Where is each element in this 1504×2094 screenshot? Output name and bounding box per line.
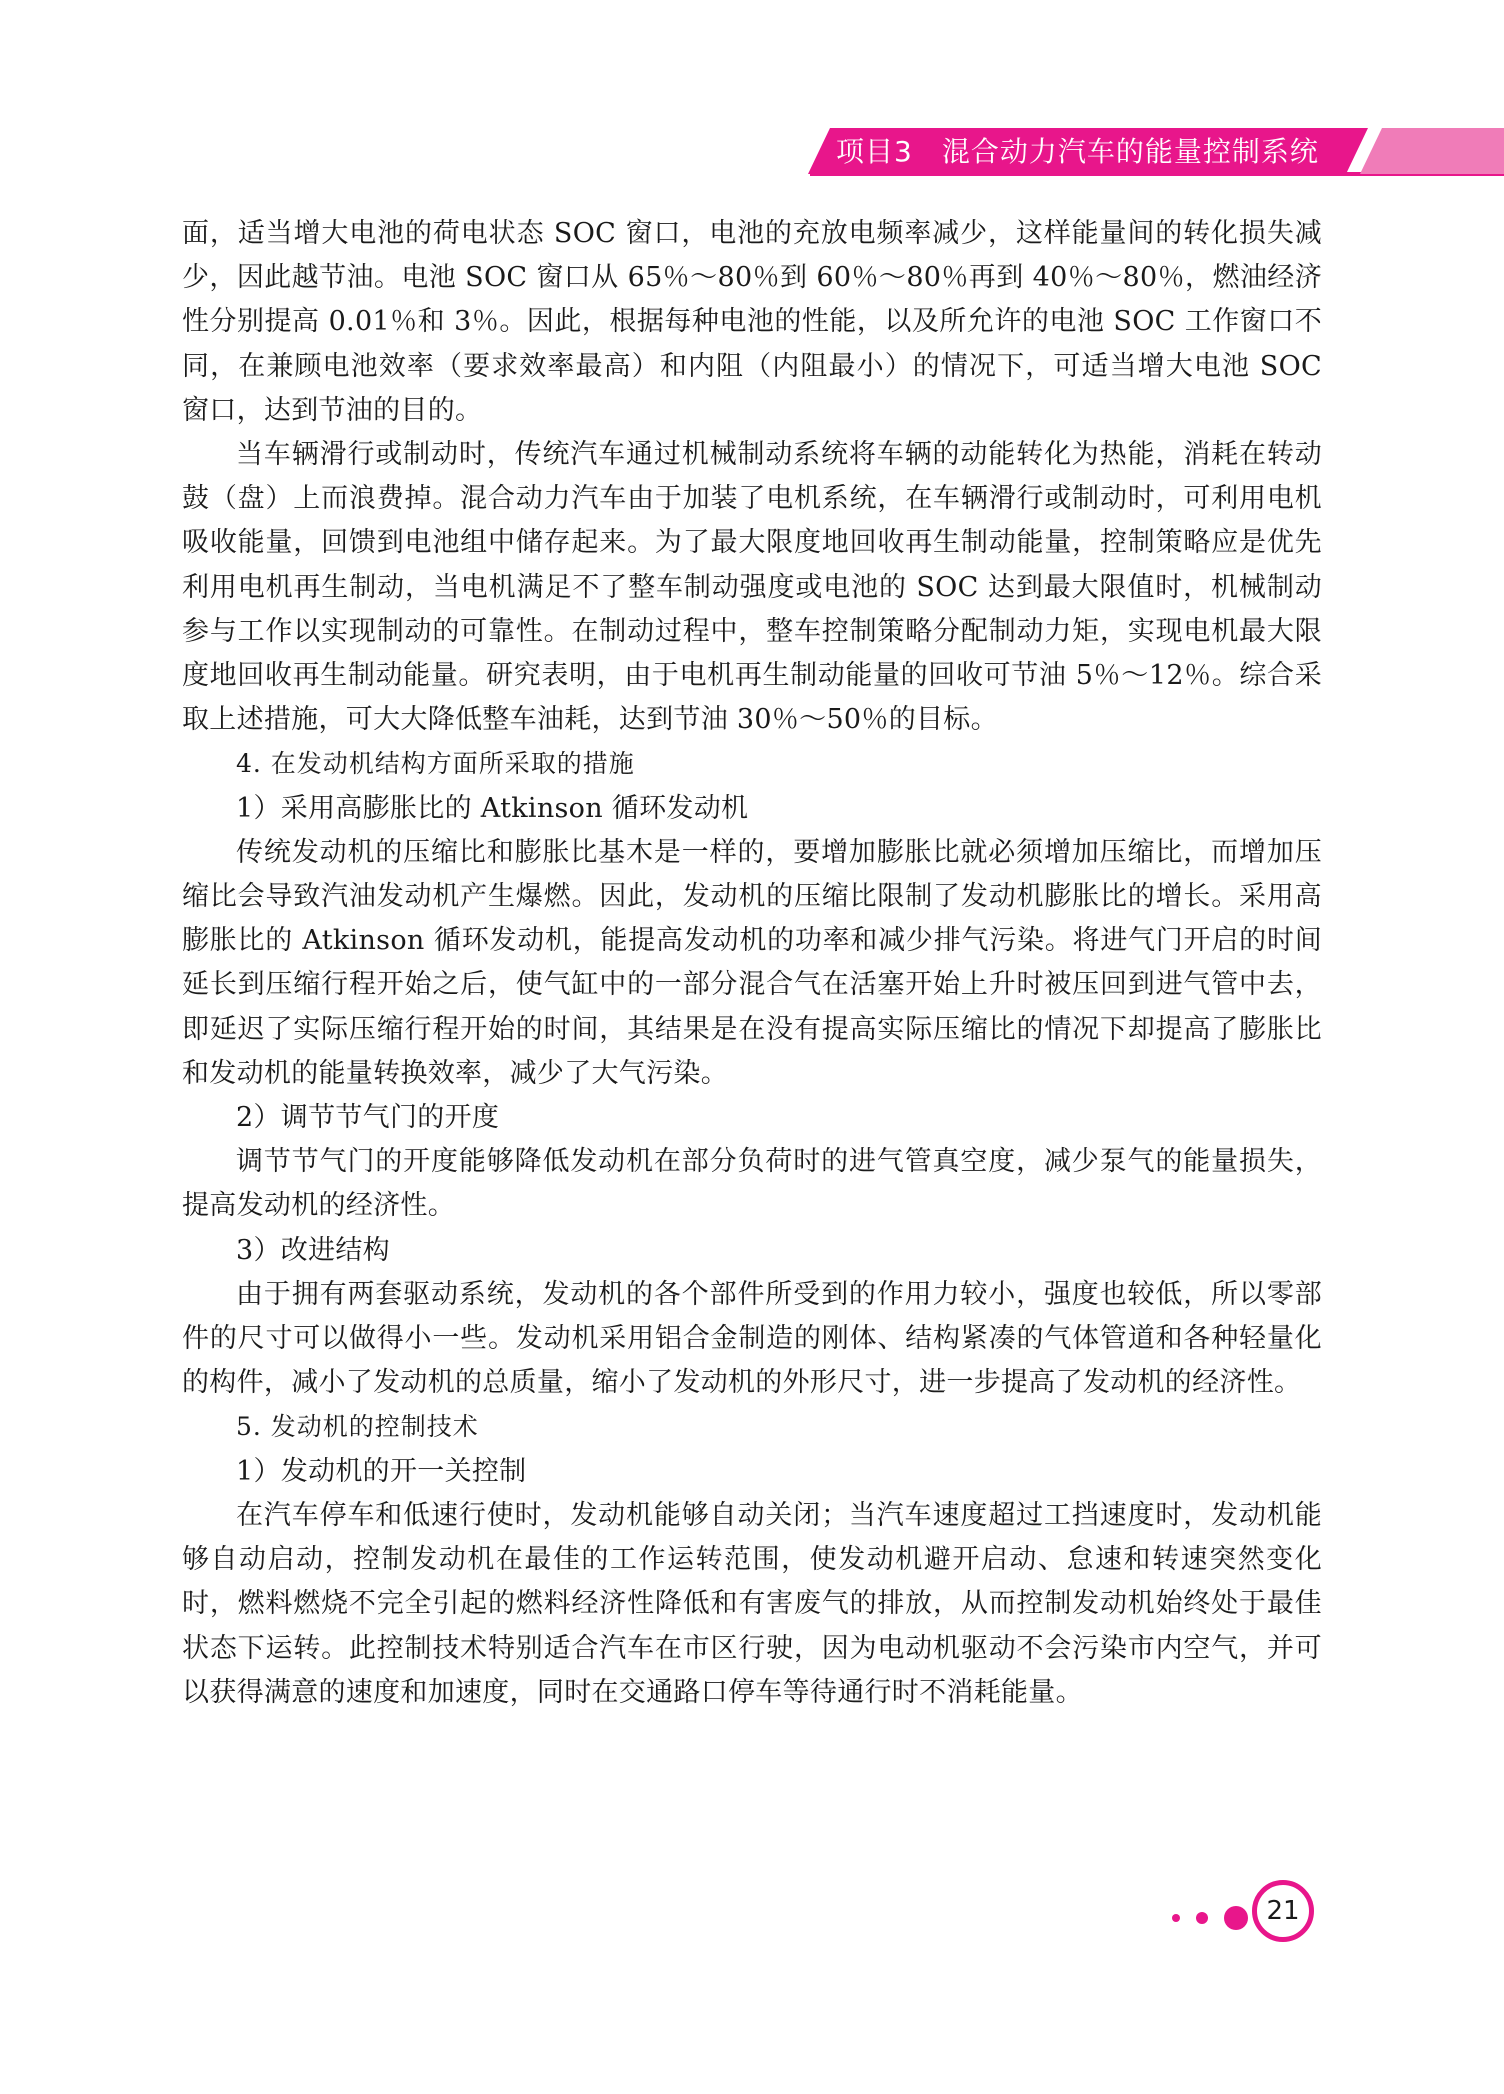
page-body <box>182 212 1322 1715</box>
subheading-on-off-control: 1）发动机的开一关控制 <box>236 1455 527 1487</box>
subheading-throttle: 2）调节节气门的开度 <box>236 1102 500 1134</box>
paragraph-throttle: 调节节气门的开度能够降低发动机在部分负荷时的进气管真空度，减少泵气的能量损失，提高发动机的经济性。 <box>182 1146 1322 1222</box>
decor-dot-medium <box>1196 1912 1208 1924</box>
decor-dot-large <box>1224 1906 1248 1930</box>
header-stripe <box>1360 128 1504 174</box>
paragraph-on-off-control: 在汽车停车和低速行使时，发动机能够自动关闭；当汽车速度超过工挡速度时，发动机能够自动启动，控制发动机在最佳的工作运转范围，使发动机避开启动、怠速和转速突然变化时，燃料燃烧不完全引起的燃料经济性降低和有害废气的排放，从而控制发动机始终处于最佳状态下运转。此控制技术特别适合汽车在市区行驶，因为电动机驱动不会污染市内空气，并可以获得满意的速度和加速度，同时在交通路口停车等待通行时不消耗能量。 <box>182 1499 1322 1708</box>
paragraph-structure: 由于拥有两套驱动系统，发动机的各个部件所受到的作用力较小，强度也较低，所以零部件的尺寸可以做得小一些。发动机采用铝合金制造的刚体、结构紧凑的气体管道和各种轻量化的构件，减小了发动机的总质量，缩小了发动机的外形尺寸，进一步提高了发动机的经济性。 <box>182 1278 1322 1399</box>
paragraph-regenerative-braking: 当车辆滑行或制动时，传统汽车通过机械制动系统将车辆的动能转化为热能，消耗在转动鼓（盘）上而浪费掉。混合动力汽车由于加装了电机系统，在车辆滑行或制动时，可利用电机吸收能量，回馈到电池组中储存起来。为了最大限度地回收再生制动能量，控制策略应是优先利用电机再生制动，当电机满足不了整车制动强度或电池的 SOC 达到最大限值时，机械制动参与工作以实现制动的可靠性。在制动过程中，整车控制策略分配制动力矩，实现电机最大限度地回收再生制动能量。研究表明，由于电机再生制动能量的回收可节油 5％～12％。综合采取上述措施，可大大降低整车油耗，达到节油 30％～50％的目标。 <box>182 439 1322 736</box>
page-number-badge <box>1252 1880 1314 1942</box>
decor-dot-small <box>1172 1914 1180 1922</box>
section-heading-engine-control: 5. 发动机的控制技术 <box>236 1412 479 1442</box>
paragraph-atkinson: 传统发动机的压缩比和膨胀比基木是一样的，要增加膨胀比就必须增加压缩比，而增加压缩比会导致汽油发动机产生爆燃。因此，发动机的压缩比限制了发动机膨胀比的增长。采用高膨胀比的 Atkinson 循环发动机，能提高发动机的功率和减少排气污染。将进气门开启的时间延长到压缩行程开始之后，使气缸中的一部分混合气在活塞开始上升时被压回到进气管中去，即延迟了实际压缩行程开始的时间，其结果是在没有提高实际压缩比的情况下却提高了膨胀比和发动机的能量转换效率，减少了大气污染。 <box>182 836 1322 1089</box>
paragraph-soc-window: 面，适当增大电池的荷电状态 SOC 窗口，电池的充放电频率减少，这样能量间的转化损失减少，因此越节油。电池 SOC 窗口从 65％～80％到 60％～80％再到 40％～80％，燃油经济性分别提高 0.01％和 3％。因此，根据每种电池的性能，以及所允许的电池 SOC 工作窗口不同，在兼顾电池效率（要求效率最高）和内阻（内阻最小）的情况下，可适当增大电池 SOC 窗口，达到节油的目的。 <box>182 218 1322 426</box>
running-header <box>0 128 1504 176</box>
page-footer <box>1160 1880 1340 1950</box>
chapter-title: 项目3 混合动力汽车的能量控制系统 <box>836 135 1319 168</box>
subheading-structure: 3）改进结构 <box>236 1234 390 1266</box>
section-heading-engine-structure: 4. 在发动机结构方面所采取的措施 <box>236 749 635 779</box>
subheading-atkinson: 1）采用高膨胀比的 Atkinson 循环发动机 <box>236 792 749 824</box>
page-number: 21 <box>1266 1896 1300 1926</box>
